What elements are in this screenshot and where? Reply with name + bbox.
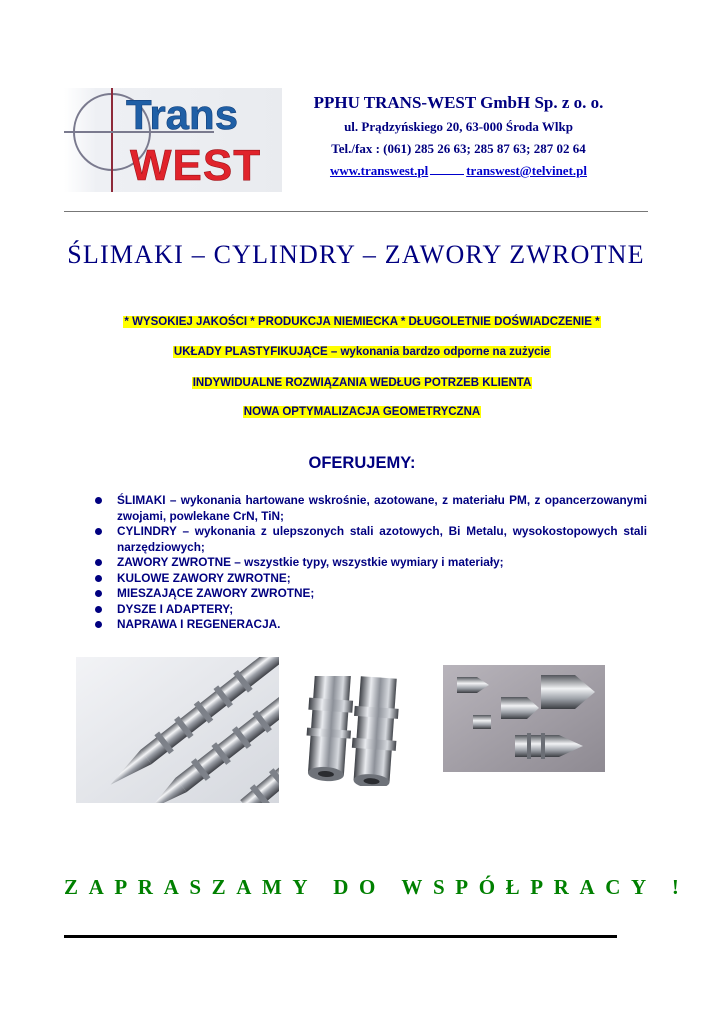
offer-list bbox=[95, 493, 647, 633]
company-info bbox=[286, 90, 631, 182]
company-phone: Tel./fax : (061) 285 26 63; 285 87 63; 287 02 64 bbox=[331, 141, 586, 156]
offer-item bbox=[95, 555, 647, 571]
offer-item-text: ZAWORY ZWROTNE – wszystkie typy, wszystkie wymiary i materiały; bbox=[117, 555, 504, 569]
highlight-custom-solutions: INDYWIDUALNE ROZWIĄZANIA WEDŁUG POTRZEB KLIENTA bbox=[192, 377, 532, 389]
highlight-optimization: NOWA OPTYMALIZACJA GEOMETRYCZNA bbox=[243, 406, 481, 418]
header-divider bbox=[64, 211, 648, 212]
offer-item-text: ŚLIMAKI – wykonania hartowane wskrośnie, azotowane, z materiału PM, z opancerzowanymi zwojami, powlekane CrN, TiN; bbox=[117, 493, 647, 523]
email-link[interactable]: transwest@telvinet.pl bbox=[466, 163, 587, 178]
footer-divider bbox=[64, 935, 617, 938]
offer-item-text: NAPRAWA I REGENERACJA. bbox=[117, 617, 281, 631]
company-name: PPHU TRANS-WEST GmbH Sp. z o. o. bbox=[313, 93, 604, 112]
company-logo bbox=[64, 88, 282, 192]
bullet-icon bbox=[95, 497, 102, 504]
invitation-text: ZAPRASZAMY DO WSPÓŁPRACY ! bbox=[64, 875, 690, 899]
link-separator bbox=[430, 162, 464, 175]
offer-item bbox=[95, 493, 647, 524]
highlight-row bbox=[0, 342, 724, 360]
bullet-icon bbox=[95, 528, 102, 535]
offer-item bbox=[95, 602, 647, 618]
bullet-icon bbox=[95, 606, 102, 613]
offer-item-text: KULOWE ZAWORY ZWROTNE; bbox=[117, 570, 291, 585]
bullet-icon bbox=[95, 621, 102, 628]
offer-item bbox=[95, 571, 647, 587]
screws-photo bbox=[76, 657, 279, 803]
offer-item bbox=[95, 524, 647, 555]
page-title: ŚLIMAKI – CYLINDRY – ZAWORY ZWROTNE bbox=[67, 240, 645, 269]
company-links bbox=[286, 160, 631, 182]
logo-west-text: WEST bbox=[130, 141, 262, 190]
valves-photo bbox=[443, 665, 605, 772]
offer-item bbox=[95, 617, 647, 633]
cylinders-photo bbox=[301, 676, 411, 786]
highlight-row bbox=[0, 373, 724, 391]
company-address: ul. Prądzyńskiego 20, 63-000 Środa Wlkp bbox=[344, 119, 573, 134]
bullet-icon bbox=[95, 575, 102, 582]
offer-item-text: MIESZAJĄCE ZAWORY ZWROTNE; bbox=[117, 586, 315, 600]
highlight-quality: * WYSOKIEJ JAKOŚCI * PRODUKCJA NIEMIECKA * DŁUGOLETNIE DOŚWIADCZENIE * bbox=[124, 316, 600, 328]
bullet-icon bbox=[95, 559, 102, 566]
highlight-row bbox=[0, 402, 724, 420]
offer-item-text: DYSZE I ADAPTERY; bbox=[117, 601, 234, 616]
logo-trans-text: Trans bbox=[126, 91, 239, 138]
offer-heading: OFERUJEMY: bbox=[308, 454, 416, 472]
highlight-plasticizing: UKŁADY PLASTYFIKUJĄCE – wykonania bardzo odporne na zużycie bbox=[173, 346, 551, 358]
website-link[interactable]: www.transwest.pl bbox=[329, 163, 429, 178]
bullet-icon bbox=[95, 590, 102, 597]
offer-item bbox=[95, 586, 647, 602]
offer-item-text: CYLINDRY – wykonania z ulepszonych stali azotowych, Bi Metalu, wysokostopowych stali narzędziowych; bbox=[117, 524, 647, 554]
highlight-row bbox=[0, 312, 724, 330]
